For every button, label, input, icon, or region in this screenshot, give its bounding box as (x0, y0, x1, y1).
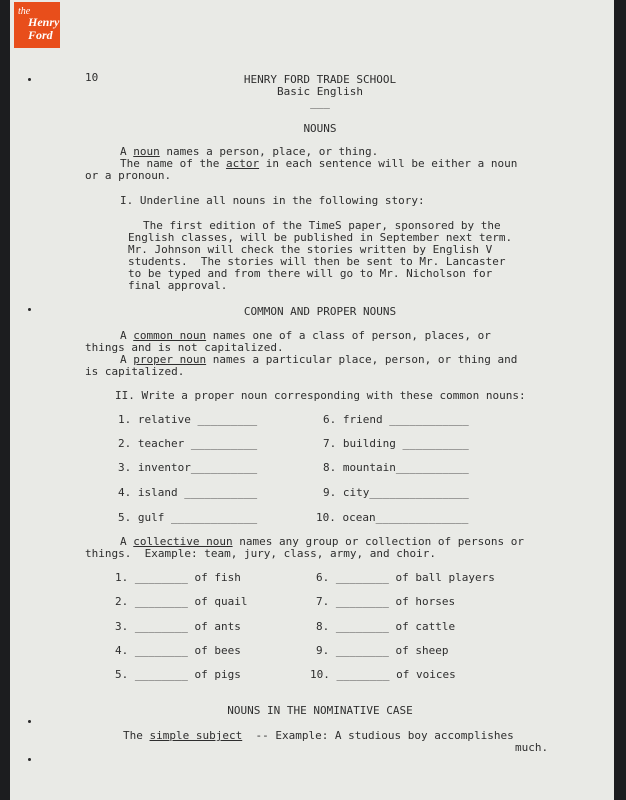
story-line: final approval. (128, 279, 228, 292)
page-number: 10 (85, 71, 99, 84)
collective-item: 9. ________ of sheep (316, 644, 449, 657)
proper-noun-definition-line2: is capitalized. (85, 365, 185, 378)
actor-term: actor (225, 157, 260, 170)
story-line: to be typed and from there will go to Mr. Nicholson for (128, 267, 493, 280)
collective-noun-definition: A collective noun names any group or collection of persons or (120, 535, 524, 548)
collective-item: 10. ________ of voices (310, 668, 456, 681)
common-proper-heading: COMMON AND PROPER NOUNS (243, 305, 397, 318)
exercise-2-item: 10. ocean______________ (316, 511, 469, 524)
school-title: HENRY FORD TRADE SCHOOL (243, 73, 397, 86)
henry-ford-logo: the Henry Ford (14, 2, 60, 48)
proper-noun-term: proper noun (133, 353, 207, 366)
noun-definition: A noun names a person, place, or thing. (120, 145, 379, 158)
simple-subject-term: simple subject (149, 729, 243, 742)
exercise-2-item: 2. teacher __________ (118, 437, 258, 450)
proper-noun-definition: A proper noun names a particular place, person, or thing and (120, 353, 518, 366)
collective-item: 7. ________ of horses (316, 595, 456, 608)
common-noun-definition-line2: things and is not capitalized. (85, 341, 284, 354)
exercise-2-item: 7. building __________ (323, 437, 469, 450)
nominative-heading: NOUNS IN THE NOMINATIVE CASE (227, 704, 413, 717)
common-noun-definition: A common noun names one of a class of person, places, or (120, 329, 491, 342)
exercise-2-instruction: II. Write a proper noun corresponding with these common nouns: (115, 389, 526, 402)
common-noun-term: common noun (133, 329, 207, 342)
collective-item: 4. ________ of bees (115, 644, 241, 657)
binder-hole-mark (28, 308, 31, 311)
exercise-2-item: 9. city_______________ (323, 486, 469, 499)
collective-noun-term: collective noun (133, 535, 233, 548)
exercise-2-item: 8. mountain___________ (323, 461, 469, 474)
collective-item: 6. ________ of ball players (316, 571, 495, 584)
header-rule: ___ (310, 96, 330, 109)
actor-sentence: The name of the actor in each sentence will be either a noun (120, 157, 518, 170)
story-line: students. The stories will then be sent to Mr. Lancaster (128, 255, 506, 268)
exercise-1-instruction: I. Underline all nouns in the following story: (120, 194, 425, 207)
binder-hole-mark (28, 78, 31, 81)
story-line: English classes, will be published in September next term. (128, 231, 513, 244)
collective-item: 8. ________ of cattle (316, 620, 456, 633)
exercise-2-item: 3. inventor__________ (118, 461, 258, 474)
nouns-heading: NOUNS (303, 122, 337, 135)
simple-subject-sentence-line2: much. (515, 741, 549, 754)
collective-item: 1. ________ of fish (115, 571, 241, 584)
collective-item: 3. ________ of ants (115, 620, 241, 633)
exercise-2-item: 1. relative _________ (118, 413, 258, 426)
story-line: The first edition of the TimeS paper, sponsored by the (143, 219, 501, 232)
binder-hole-mark (28, 720, 31, 723)
story-line: Mr. Johnson will check the stories written by English V (128, 243, 493, 256)
noun-term: noun (133, 145, 160, 158)
document-page (10, 0, 614, 800)
simple-subject-sentence: The simple subject -- Example: A studious boy accomplishes (123, 729, 514, 742)
exercise-2-item: 5. gulf _____________ (118, 511, 258, 524)
exercise-2-item: 6. friend ____________ (323, 413, 469, 426)
actor-sentence-line2: or a pronoun. (85, 169, 172, 182)
collective-item: 5. ________ of pigs (115, 668, 241, 681)
exercise-2-item: 4. island ___________ (118, 486, 258, 499)
collective-noun-definition-line2: things. Example: team, jury, class, army, and choir. (85, 547, 436, 560)
binder-hole-mark (28, 758, 31, 761)
course-subtitle: Basic English (276, 85, 364, 98)
collective-item: 2. ________ of quail (115, 595, 248, 608)
